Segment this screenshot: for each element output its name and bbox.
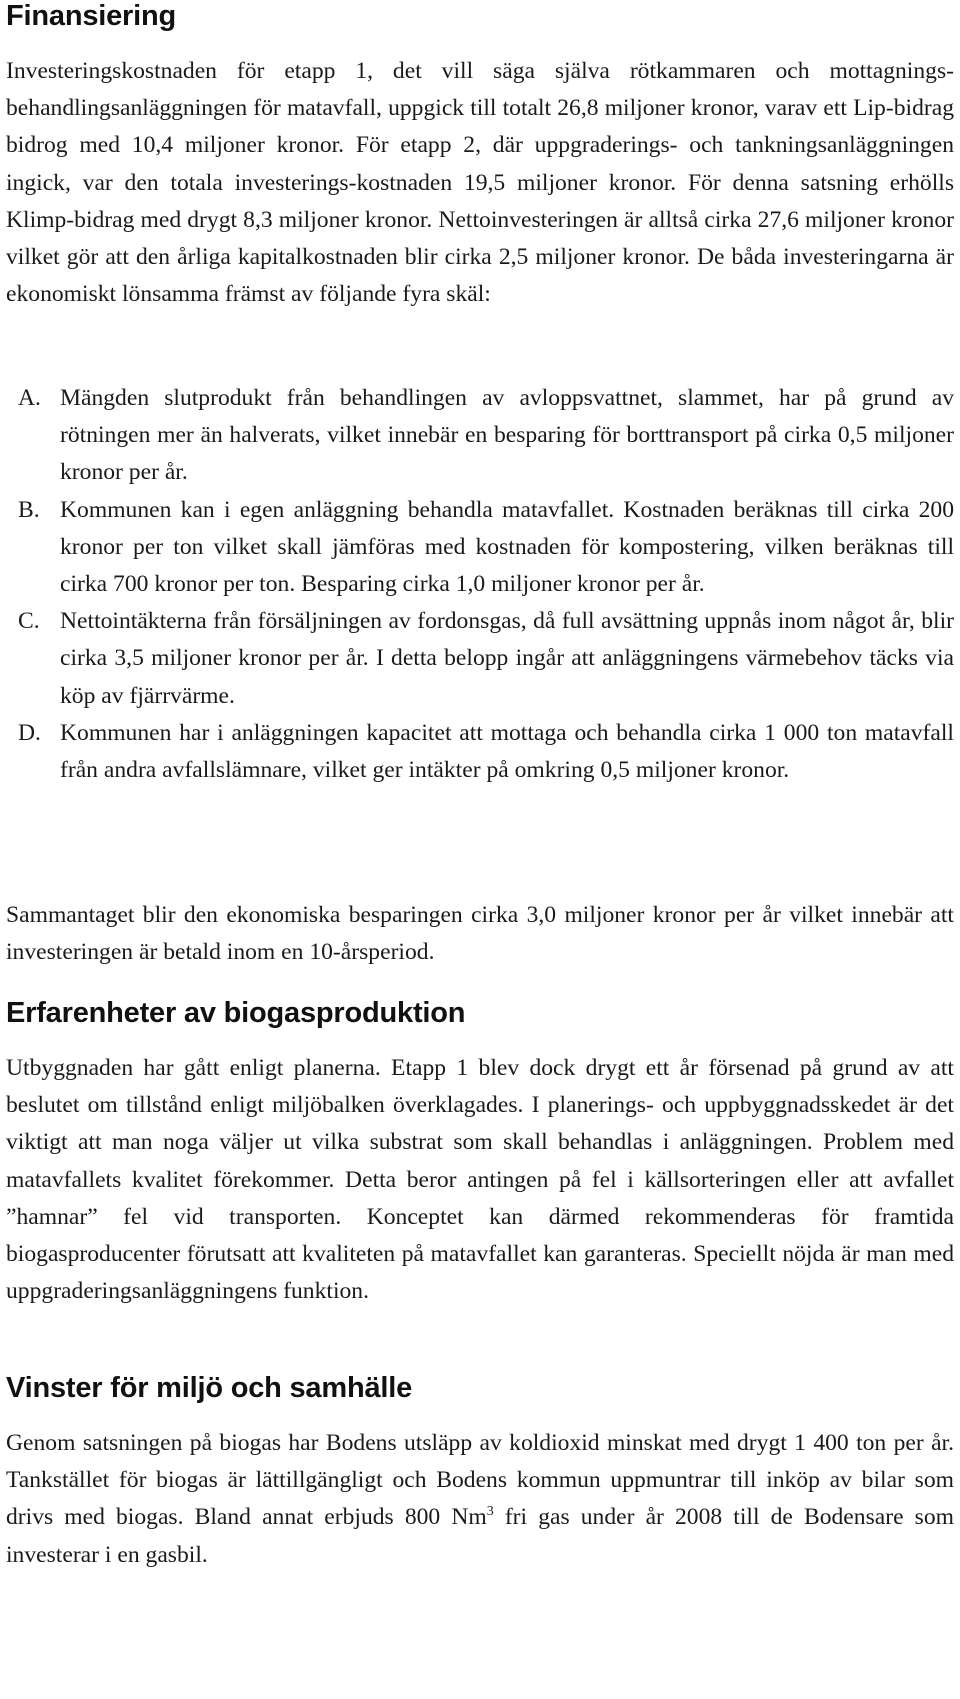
list-item <box>6 715 954 789</box>
list-item <box>6 492 954 604</box>
paragraph-investment-costs: Investeringskostnaden för etapp 1, det vill säga själva rötkammaren och mottagnings- behandlingsanläggningen för matavfall, uppgick till totalt 26,8 miljoner kronor, varav ett Lip-bidrag bidrog med 10,4 miljoner kronor. För etapp 2, där uppgraderings- och tankningsanläggningen ingick, var den totala investerings-kostnaden 19,5 miljoner kronor. För denna satsning erhölls Klimp-bidrag med drygt 8,3 miljoner kronor. Nettoinvesteringen är alltså cirka 27,6 miljoner kronor vilket gör att den årliga kapitalkostnaden blir cirka 2,5 miljoner kronor. De båda investeringarna är ekonomiskt lönsamma främst av följande fyra skäl: <box>6 58 954 308</box>
heading-vinster: Vinster för miljö och samhälle <box>6 1372 413 1404</box>
heading-erfarenheter: Erfarenheter av biogasproduktion <box>6 997 466 1029</box>
heading-finansiering: Finansiering <box>6 0 177 32</box>
list-item-text: Kommunen kan i egen anläggning behandla matavfallet. Kostnaden beräknas till cirka 200 kronor per ton vilket skall jämföras med kostnaden för kompostering, vilken beräknas till cirka 700 kronor per ton. Besparing cirka 1,0 miljoner kronor per år. <box>60 496 954 598</box>
paragraph-gains <box>6 1425 954 1574</box>
list-item-text: Mängden slutprodukt från behandlingen av avloppsvattnet, slammet, har på grund av rötningen mer än halverats, vilket innebär en besparing för borttransport på cirka 0,5 miljoner kronor per år. <box>60 385 954 486</box>
list-item <box>6 603 954 715</box>
list-item-letter: D. <box>18 719 41 746</box>
list-item <box>6 380 954 492</box>
reasons-list <box>6 380 954 789</box>
list-item-letter: C. <box>18 608 40 635</box>
superscript-cubic: 3 <box>486 1504 494 1520</box>
list-item-letter: B. <box>18 496 40 523</box>
paragraph-gains-text-1: Genom satsningen på biogas har Bodens utsläpp av koldioxid minskat med drygt 1 400 ton per år. Tankstället för biogas är lättillgängligt och Bodens kommun uppmuntrar till inköp av bilar som drivs med biogas. Bland annat erbjuds 800 Nm <box>6 1430 954 1531</box>
list-item-text: Kommunen har i anläggningen kapacitet att mottaga och behandla cirka 1 000 ton matavfall från andra avfallslämnare, vilket ger intäkter på omkring 0,5 miljoner kronor. <box>60 719 954 784</box>
paragraph-gains-text-2: fri gas under år 2008 till de Bodensare som investerar i en gasbil. <box>6 1504 954 1568</box>
list-item-text: Nettointäkterna från försäljningen av fordonsgas, då full avsättning uppnås inom något år, blir cirka 3,5 miljoner kronor per år. I detta belopp ingår att anläggningens värmebehov täcks via köp av fjärrvärme. <box>60 608 954 709</box>
paragraph-summary: Sammantaget blir den ekonomiska besparingen cirka 3,0 miljoner kronor per år vilket innebär att investeringen är betald inom en 10-årsperiod. <box>6 902 954 966</box>
paragraph-experience: Utbyggnaden har gått enligt planerna. Etapp 1 blev dock drygt ett år försenad på grund av att beslutet om tillstånd enligt miljöbalken överklagades. I planerings- och uppbyggnadsskedet är det viktigt att man noga väljer ut vilka substrat som skall behandlas i anläggningen. Problem med matavfallets kvalitet förekommer. Detta beror antingen på fel i källsorteringen eller att avfallet ”hamnar” fel vid transporten. Konceptet kan därmed rekommenderas för framtida biogasproducenter förutsatt att kvaliteten på matavfallet kan garanteras. Speciellt nöjda är man med uppgraderingsanläggningens funktion. <box>6 1055 954 1305</box>
list-item-letter: A. <box>18 385 41 411</box>
